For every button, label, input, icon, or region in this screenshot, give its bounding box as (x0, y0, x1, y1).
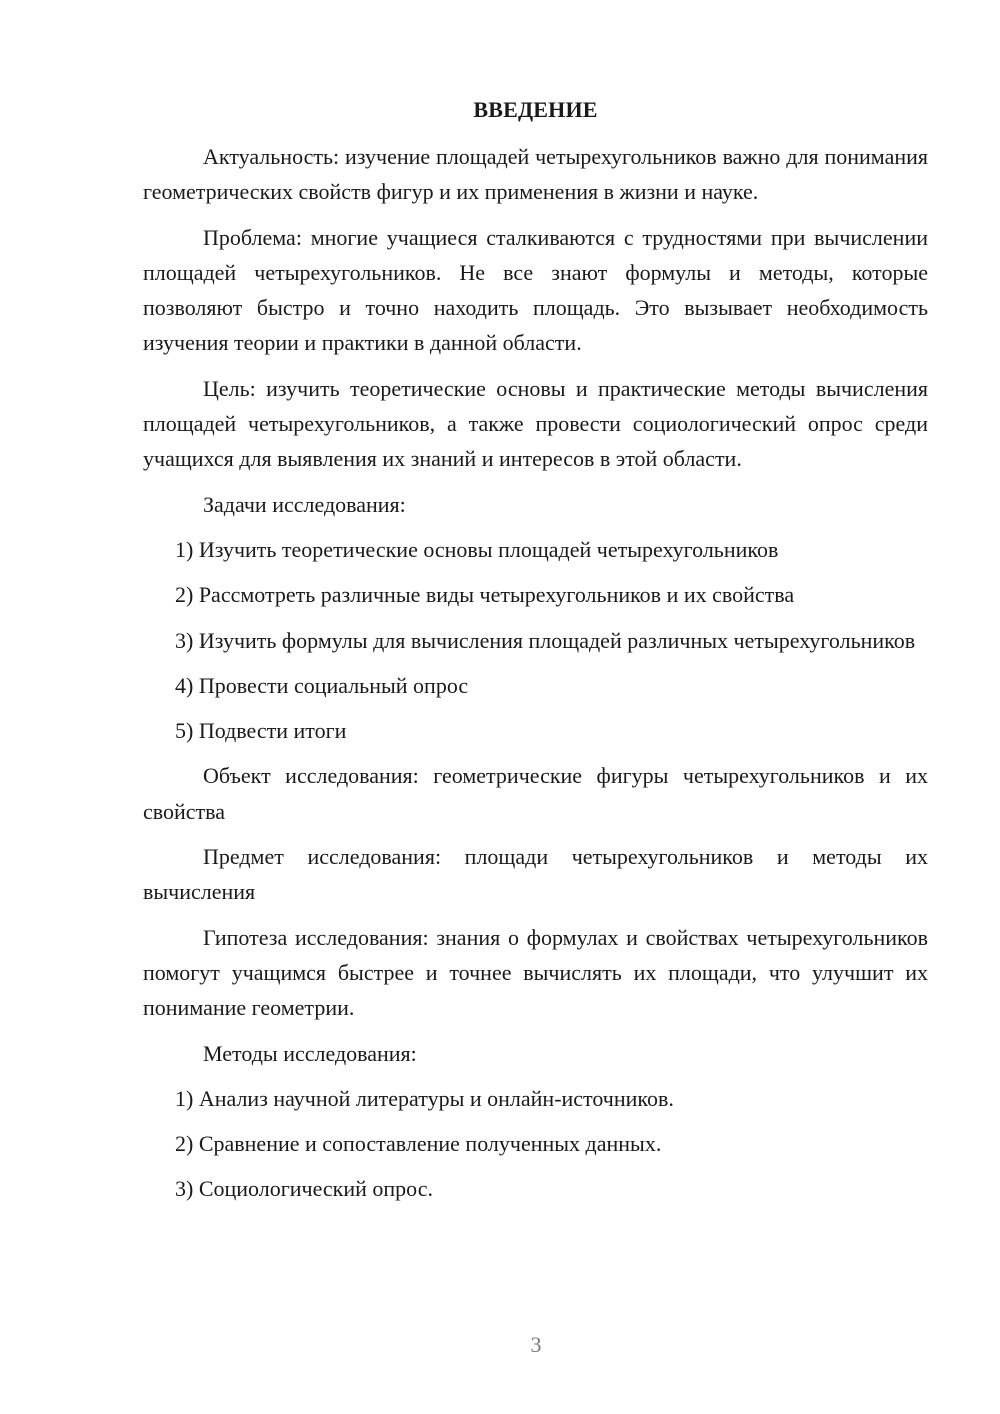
task-item-4: 4) Провести социальный опрос (175, 672, 469, 698)
task-item-3: 3) Изучить формулы для вычисления площадей различных четырехугольников (175, 627, 916, 653)
page-number: 3 (530, 1332, 542, 1357)
method-item-2: 2) Сравнение и сопоставление полученных данных. (175, 1131, 662, 1157)
problem-paragraph: Проблема: многие учащиеся сталкиваются с трудностями при вычислении площадей четырехугольников. Не все знают формулы и методы, которые позволяют быстро и точно находить площадь. Это вызывает необходимость изучения теории и практики в данной области. (143, 224, 928, 356)
tasks-heading: Задачи исследования: (203, 491, 406, 517)
subject-paragraph: Предмет исследования: площади четырехугольников и методы их вычисления (143, 844, 928, 905)
section-title: ВВЕДЕНИЕ (473, 97, 598, 122)
task-item-2: 2) Рассмотреть различные виды четырехугольников и их свойства (175, 582, 795, 608)
method-item-3: 3) Социологический опрос. (175, 1176, 433, 1202)
page-body (143, 92, 928, 1217)
relevance-paragraph: Актуальность: изучение площадей четырехугольников важно для понимания геометрических свойств фигур и их применения в жизни и науке. (143, 144, 928, 205)
method-item-1: 1) Анализ научной литературы и онлайн-источников. (175, 1085, 674, 1111)
hypothesis-paragraph: Гипотеза исследования: знания о формулах и свойствах четырехугольников помогут учащимся быстрее и точнее вычислять их площади, что улучшит их понимание геометрии. (143, 924, 928, 1021)
task-item-5: 5) Подвести итоги (175, 718, 347, 744)
methods-heading: Методы исследования: (203, 1040, 417, 1066)
goal-paragraph: Цель: изучить теоретические основы и практические методы вычисления площадей четырехугольников, а также провести социологический опрос среди учащихся для выявления их знаний и интересов в этой области. (143, 375, 928, 472)
object-paragraph: Объект исследования: геометрические фигуры четырехугольников и их свойства (143, 763, 928, 824)
task-item-1: 1) Изучить теоретические основы площадей четырехугольников (175, 536, 779, 562)
